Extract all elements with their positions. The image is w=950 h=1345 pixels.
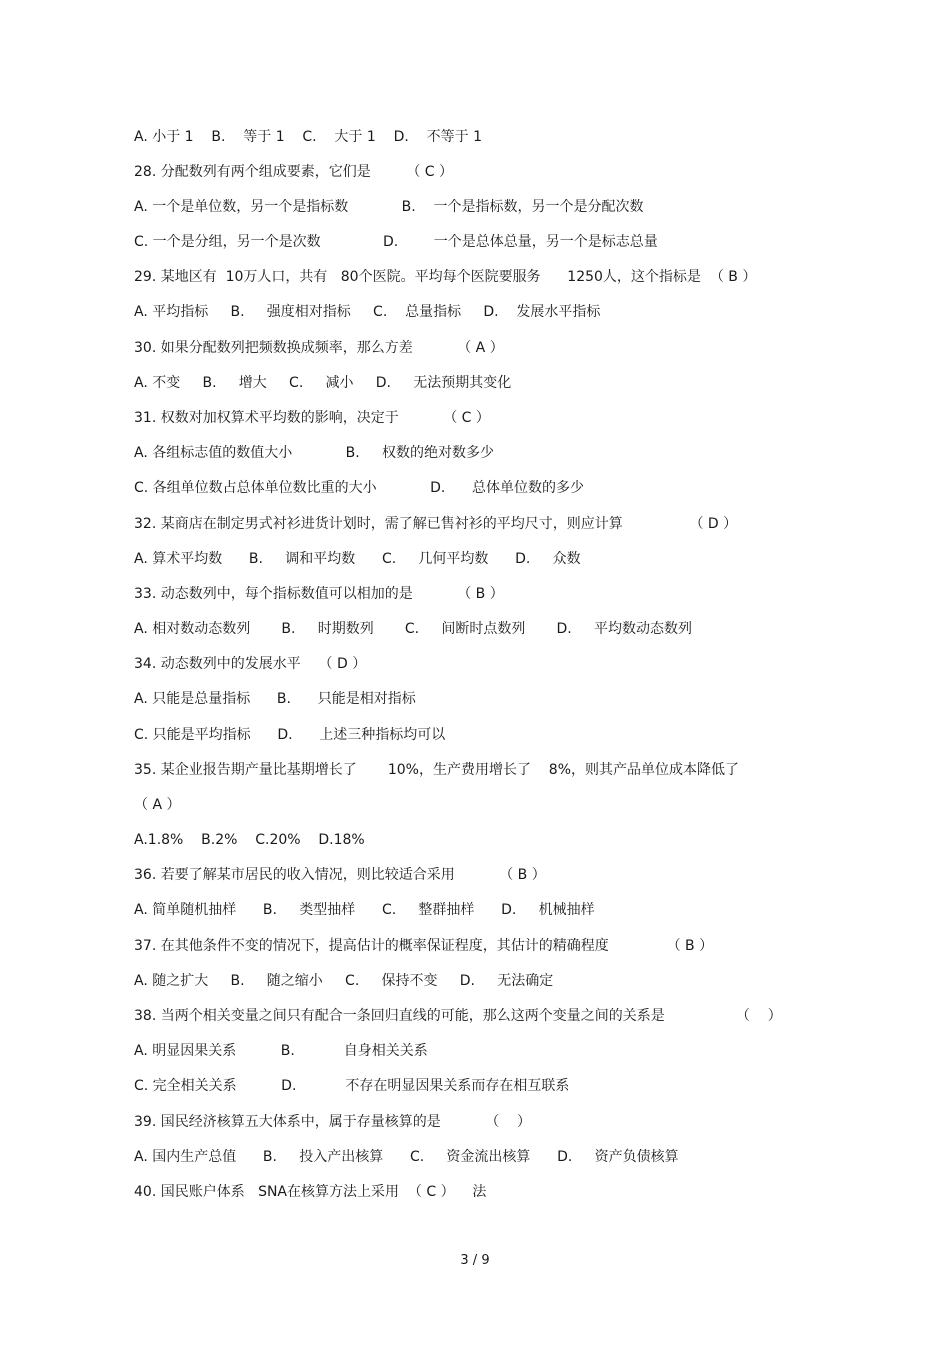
options-line: C. 一个是分组，另一个是次数 D. 一个是总体总量，另一个是标志总量 xyxy=(134,234,658,250)
options-line: A. 不变 B. 增大 C. 减小 D. 无法预期其变化 xyxy=(134,375,512,391)
question-38: 38. 当两个相关变量之间只有配合一条回归直线的可能，那么这两个变量之间的关系是 （ ） xyxy=(134,1008,782,1024)
text-line: A. 小于 1 B. 等于 1 C. 大于 1 D. 不等于 1 xyxy=(134,129,482,145)
options-line: C. 完全相关关系 D. 不存在明显因果关系而存在相互联系 xyxy=(134,1078,570,1094)
options-line: A. 随之扩大 B. 随之缩小 C. 保持不变 D. 无法确定 xyxy=(134,973,554,989)
options-line: A. 算术平均数 B. 调和平均数 C. 几何平均数 D. 众数 xyxy=(134,551,581,567)
answer-line: （ A ） xyxy=(134,797,181,813)
question-29: 29. 某地区有 10万人口，共有 80个医院。平均每个医院要服务 1250人，这个指标是 （ B ） xyxy=(134,269,757,285)
options-line: A. 相对数动态数列 B. 时期数列 C. 间断时点数列 D. 平均数动态数列 xyxy=(134,621,692,637)
question-37: 37. 在其他条件不变的情况下，提高估计的概率保证程度，其估计的精确程度 （ B ） xyxy=(134,938,714,954)
options-line: A.1.8% B.2% C.20% D.18% xyxy=(134,832,365,848)
question-30: 30. 如果分配数列把频数换成频率，那么方差 （ A ） xyxy=(134,340,504,356)
question-32: 32. 某商店在制定男式衬衫进货计划时，需了解已售衬衫的平均尺寸，则应计算 （ D ） xyxy=(134,516,738,532)
page-number: 3 / 9 xyxy=(460,1253,490,1268)
options-line: A. 平均指标 B. 强度相对指标 C. 总量指标 D. 发展水平指标 xyxy=(134,304,601,320)
question-33: 33. 动态数列中，每个指标数值可以相加的是 （ B ） xyxy=(134,586,504,602)
options-line: A. 国内生产总值 B. 投入产出核算 C. 资金流出核算 D. 资产负债核算 xyxy=(134,1149,679,1165)
options-line: A. 一个是单位数，另一个是指标数 B. 一个是指标数，另一个是分配次数 xyxy=(134,199,644,215)
options-line: C. 各组单位数占总体单位数比重的大小 D. 总体单位数的多少 xyxy=(134,480,585,496)
options-line: C. 只能是平均指标 D. 上述三种指标均可以 xyxy=(134,727,446,743)
options-line: A. 明显因果关系 B. 自身相关关系 xyxy=(134,1043,428,1059)
options-line: A. 各组标志值的数值大小 B. 权数的绝对数多少 xyxy=(134,445,494,461)
question-28: 28. 分配数列有两个组成要素，它们是 （ C ） xyxy=(134,164,453,180)
question-35: 35. 某企业报告期产量比基期增长了 10%，生产费用增长了 8%，则其产品单位成本降低了 xyxy=(134,762,739,778)
question-39: 39. 国民经济核算五大体系中，属于存量核算的是 （ ） xyxy=(134,1114,532,1130)
options-line: A. 只能是总量指标 B. 只能是相对指标 xyxy=(134,691,416,707)
question-31: 31. 权数对加权算术平均数的影响，决定于 （ C ） xyxy=(134,410,490,426)
options-line: A. 简单随机抽样 B. 类型抽样 C. 整群抽样 D. 机械抽样 xyxy=(134,902,595,918)
question-36: 36. 若要了解某市居民的收入情况，则比较适合采用 （ B ） xyxy=(134,867,546,883)
question-40: 40. 国民账户体系 SNA在核算方法上采用 （ C ） 法 xyxy=(134,1184,487,1200)
question-34: 34. 动态数列中的发展水平 （ D ） xyxy=(134,656,367,672)
